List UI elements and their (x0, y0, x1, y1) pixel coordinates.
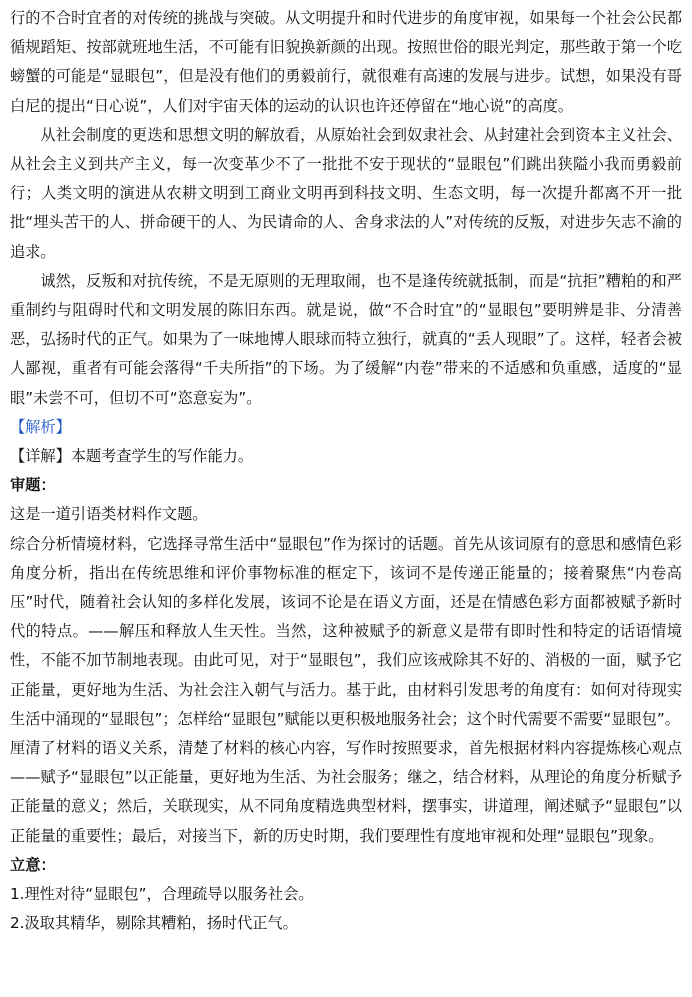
shenti-paragraph-1: 这是一道引语类材料作文题。 (10, 505, 208, 524)
liyi-heading: 立意： (10, 855, 56, 874)
detail-text: 本题考查学生的写作能力。 (70, 447, 253, 466)
detail-tag: 【详解】 (10, 447, 71, 466)
essay-paragraph-1: 行的不合时宜者的对传统的挑战与突破。从文明提升和时代进步的角度审视，如果每一个社会公民都循规蹈矩、按部就班地生活，不可能有旧貌换新颜的出现。按照世俗的眼光判定，那些敢于第一个吃螃蟹的可能是“显眼包”，但是没有他们的勇毅前行，就很难有高速的发展与进步。试想，如果没有哥白尼的提出“日心说”，人们对宇宙天体的运动的认识也许还停留在“地心说”的高度。 (10, 9, 682, 115)
essay-paragraph-2: 从社会制度的更迭和思想文明的解放看，从原始社会到奴隶社会、从封建社会到资本主义社会、从社会主义到共产主义，每一次变革少不了一批批不安于现状的“显眼包”们跳出狭隘小我而勇毅前行；人类文明的演进从农耕文明到工商业文明再到科技文明、生态文明，每一次提升都离不开一批批“埋头苦干的人、拼命硬干的人、为民请命的人、舍身求法的人”对传统的反叛，对进步矢志不渝的追求。 (10, 125, 682, 261)
analysis-tag-line (10, 413, 682, 442)
shenti-paragraph-3: 厘清了材料的语义关系，清楚了材料的核心内容，写作时按照要求，首先根据材料内容提炼核心观点——赋予“显眼包”以正能量，更好地为生活、为社会服务；继之，结合材料，从理论的角度分析赋予正能量的意义；然后，关联现实，从不同角度精选典型材料，摆事实，讲道理，阐述赋予“显眼包”以正能量的重要性；最后，对接当下，新的历史时期，我们要理性有度地审视和处理“显眼包”现象。 (10, 739, 682, 845)
essay-paragraph-3: 诚然，反叛和对抗传统，不是无原则的无理取闹，也不是逢传统就抵制，而是“抗拒”糟粕的和严重制约与阻碍时代和文明发展的陈旧东西。就是说，做“不合时宜”的“显眼包”要明辨是非、分清善恶，弘扬时代的正气。如果为了一味地博人眼球而特立独行，就真的“丢人现眼”了。这样，轻者会被人鄙视，重者有可能会落得“千夫所指”的下场。为了缓解“内卷”带来的不适感和负重感，适度的“显眼”未尝不可，但切不可“恣意妄为”。 (10, 271, 682, 407)
shenti-paragraph-2: 综合分析情境材料，它选择寻常生活中“显眼包”作为探讨的话题。首先从该词原有的意思和感情色彩角度分析，指出在传统思维和评价事物标准的框定下，该词不是传递正能量的；接着聚焦“内卷高压”时代，随着社会认知的多样化发展，该词不论是在语义方面，还是在情感色彩方面都被赋予新时代的特点。——解压和释放人生天性。当然，这种被赋予的新意义是带有即时性和特定的话语情境性，不能不加节制地表现。由此可见，对于“显眼包”，我们应该戒除其不好的、消极的一面，赋予它正能量，更好地为生活、为社会注入朝气与活力。基于此，由材料引发思考的角度有：如何对待现实生活中涌现的“显眼包”；怎样给“显眼包”赋能以更积极地服务社会；这个时代需要不需要“显眼包”。 (10, 534, 682, 728)
liyi-item-1: 1.理性对待“显眼包”，合理疏导以服务社会。 (10, 885, 314, 904)
liyi-item-2: 2.汲取其精华，剔除其糟粕，扬时代正气。 (10, 914, 298, 933)
shenti-heading: 审题： (10, 476, 56, 495)
analysis-tag: 【解析】 (10, 417, 71, 436)
detail-line (10, 442, 682, 471)
